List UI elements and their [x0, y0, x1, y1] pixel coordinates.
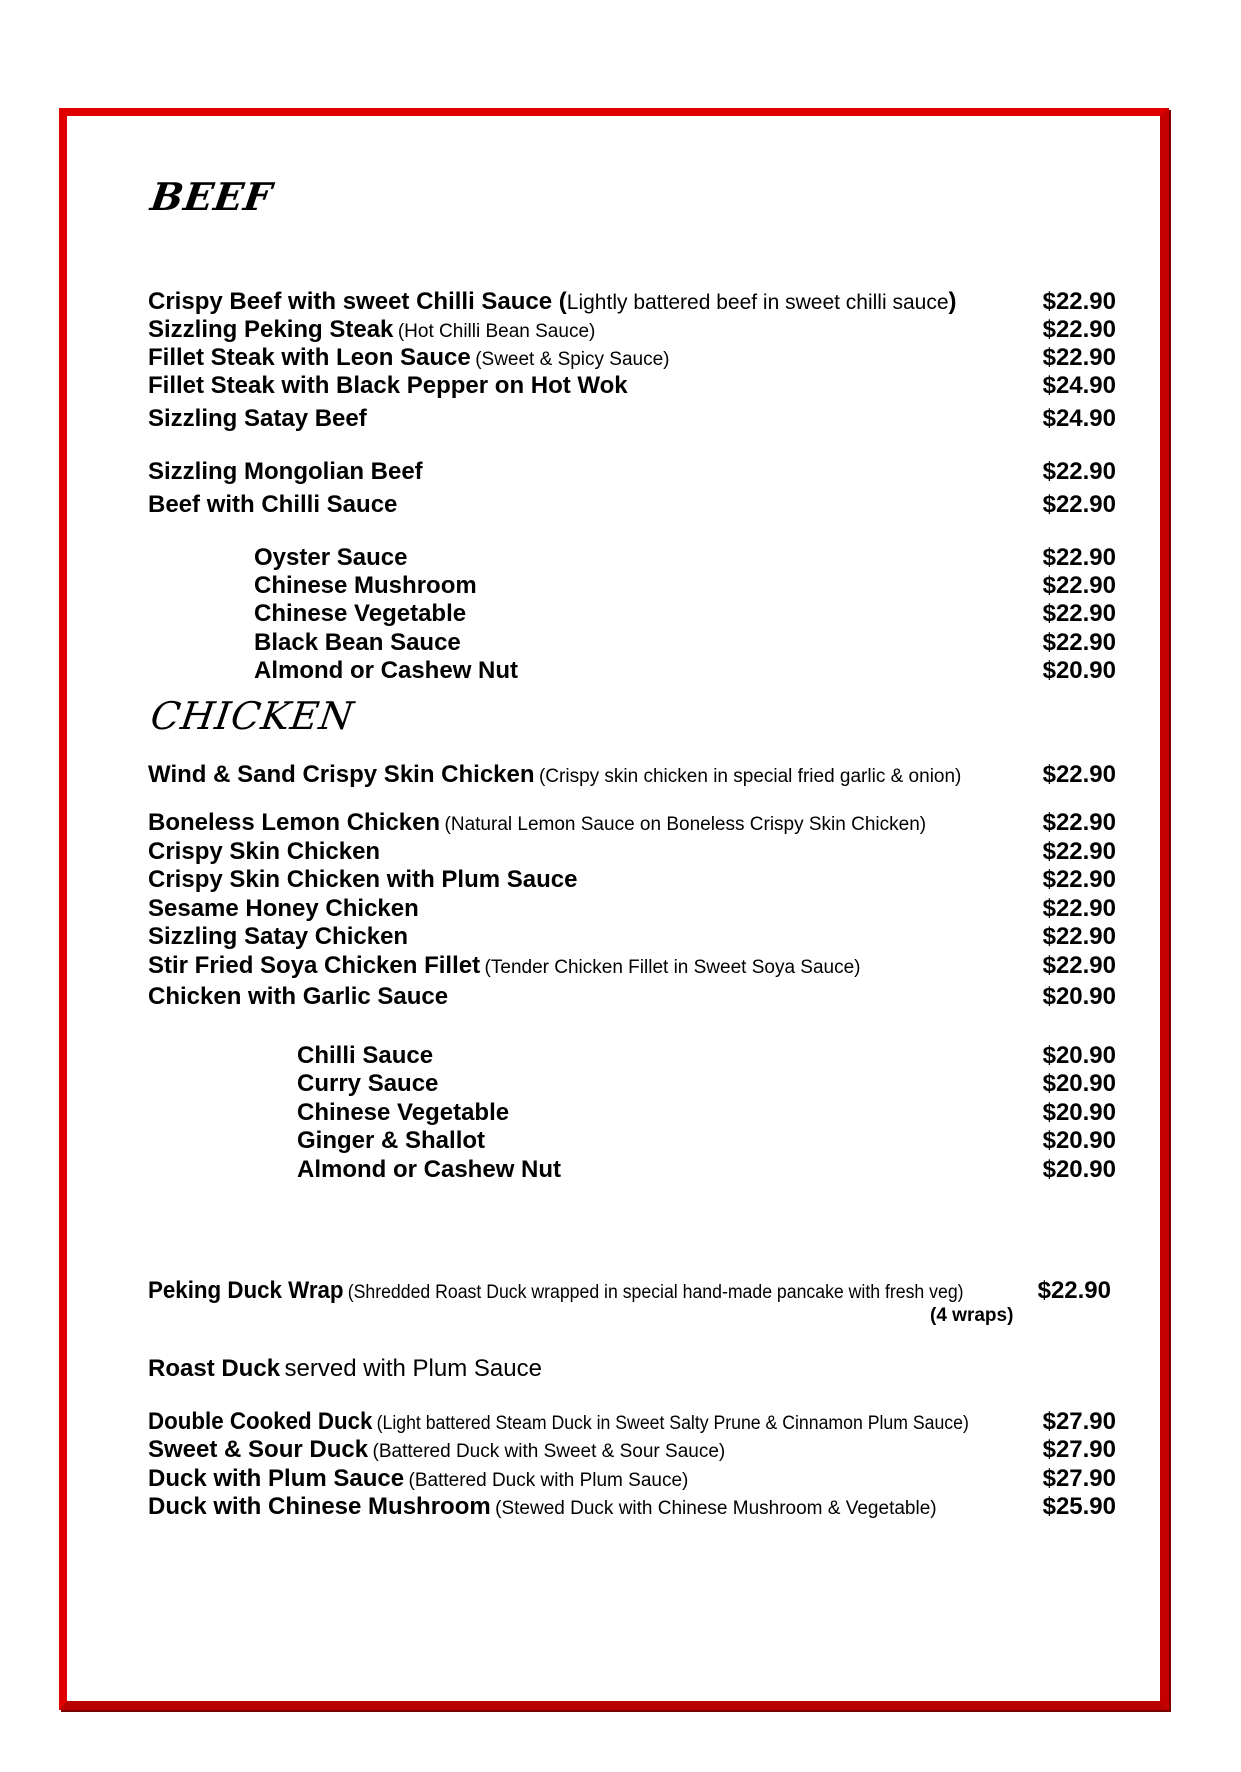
- menu-item-row: Beef with Chilli Sauce $22.90: [148, 491, 1116, 518]
- item-price: $22.90: [1042, 458, 1116, 485]
- menu-item-row: Roast Duck served with Plum Sauce: [148, 1355, 542, 1382]
- menu-item-row: Fillet Steak with Leon Sauce (Sweet & Spicy Sauce) $22.90: [148, 344, 1116, 371]
- menu-item-row: Duck with Plum Sauce (Battered Duck with Plum Sauce) $27.90: [148, 1465, 1116, 1492]
- chicken-section-heading: CHICKEN: [148, 694, 357, 738]
- menu-item-row: Crispy Skin Chicken with Plum Sauce $22.90: [148, 866, 1116, 893]
- menu-item-row: Fillet Steak with Black Pepper on Hot Wok $24.90: [148, 372, 1116, 399]
- menu-item-row: Double Cooked Duck (Light battered Steam Duck in Sweet Salty Prune & Cinnamon Plum Sauce) $27.90: [148, 1408, 1116, 1435]
- item-price: $24.90: [1042, 372, 1116, 399]
- peking-duck-note: (4 wraps): [930, 1305, 1014, 1326]
- variant-row: Black Bean Sauce $22.90: [254, 629, 1116, 656]
- item-price: $27.90: [1042, 1465, 1116, 1492]
- variant-row: Chinese Vegetable $22.90: [254, 600, 1116, 627]
- variant-row: Oyster Sauce $22.90: [254, 544, 1116, 571]
- menu-item-row: Sizzling Mongolian Beef $22.90: [148, 458, 1116, 485]
- item-price: $22.90: [1042, 923, 1116, 950]
- item-price: $22.90: [1042, 838, 1116, 865]
- variant-row: Chinese Mushroom $22.90: [254, 572, 1116, 599]
- item-price: $22.90: [1042, 866, 1116, 893]
- menu-item-row: Wind & Sand Crispy Skin Chicken (Crispy skin chicken in special fried garlic & onion) $22.90: [148, 761, 1116, 788]
- item-price: $27.90: [1042, 1436, 1116, 1463]
- variant-row: Almond or Cashew Nut $20.90: [254, 657, 1116, 684]
- menu-item-row: Sizzling Peking Steak (Hot Chilli Bean Sauce) $22.90: [148, 316, 1116, 343]
- item-price: $20.90: [1042, 1042, 1116, 1069]
- menu-item-row: Boneless Lemon Chicken (Natural Lemon Sauce on Boneless Crispy Skin Chicken) $22.90: [148, 809, 1116, 836]
- item-price: $27.90: [1042, 1408, 1116, 1435]
- item-price: $22.90: [1042, 288, 1116, 315]
- item-price: $25.90: [1042, 1493, 1116, 1520]
- variant-row: Curry Sauce $20.90: [297, 1070, 1116, 1097]
- menu-item-row: Sesame Honey Chicken $22.90: [148, 895, 1116, 922]
- item-price: $22.90: [1042, 629, 1116, 656]
- menu-item-row: Sizzling Satay Chicken $22.90: [148, 923, 1116, 950]
- item-price: $22.90: [1042, 491, 1116, 518]
- menu-item-row: Sizzling Satay Beef $24.90: [148, 405, 1116, 432]
- variant-row: Almond or Cashew Nut $20.90: [297, 1156, 1116, 1183]
- menu-item-row: Chicken with Garlic Sauce $20.90: [148, 983, 1116, 1010]
- item-price: $22.90: [1042, 761, 1116, 788]
- item-price: $22.90: [1037, 1277, 1111, 1304]
- item-price: $22.90: [1042, 952, 1116, 979]
- variant-row: Chinese Vegetable $20.90: [297, 1099, 1116, 1126]
- item-price: $22.90: [1042, 344, 1116, 371]
- item-price: $22.90: [1042, 544, 1116, 571]
- item-price: $22.90: [1042, 600, 1116, 627]
- variant-row: Chilli Sauce $20.90: [297, 1042, 1116, 1069]
- item-price: $22.90: [1042, 809, 1116, 836]
- beef-section-heading: BEEF: [148, 174, 276, 219]
- item-price: $20.90: [1042, 1099, 1116, 1126]
- item-price: $22.90: [1042, 572, 1116, 599]
- menu-item-row: Peking Duck Wrap (Shredded Roast Duck wrapped in special hand-made pancake with fresh veg) $22.90: [148, 1277, 1111, 1304]
- item-price: $20.90: [1042, 657, 1116, 684]
- item-price: $22.90: [1042, 895, 1116, 922]
- variant-row: Ginger & Shallot $20.90: [297, 1127, 1116, 1154]
- item-price: $22.90: [1042, 316, 1116, 343]
- item-price: $24.90: [1042, 405, 1116, 432]
- item-price: $20.90: [1042, 1127, 1116, 1154]
- item-price: $20.90: [1042, 983, 1116, 1010]
- item-price: $20.90: [1042, 1070, 1116, 1097]
- menu-item-row: Crispy Skin Chicken $22.90: [148, 838, 1116, 865]
- menu-item-row: Duck with Chinese Mushroom (Stewed Duck with Chinese Mushroom & Vegetable) $25.90: [148, 1493, 1116, 1520]
- menu-item-row: Sweet & Sour Duck (Battered Duck with Sweet & Sour Sauce) $27.90: [148, 1436, 1116, 1463]
- menu-item-row: Crispy Beef with sweet Chilli Sauce (Lightly battered beef in sweet chilli sauce) $22.90: [148, 288, 1116, 315]
- item-price: $20.90: [1042, 1156, 1116, 1183]
- menu-item-row: Stir Fried Soya Chicken Fillet (Tender Chicken Fillet in Sweet Soya Sauce) $22.90: [148, 952, 1116, 979]
